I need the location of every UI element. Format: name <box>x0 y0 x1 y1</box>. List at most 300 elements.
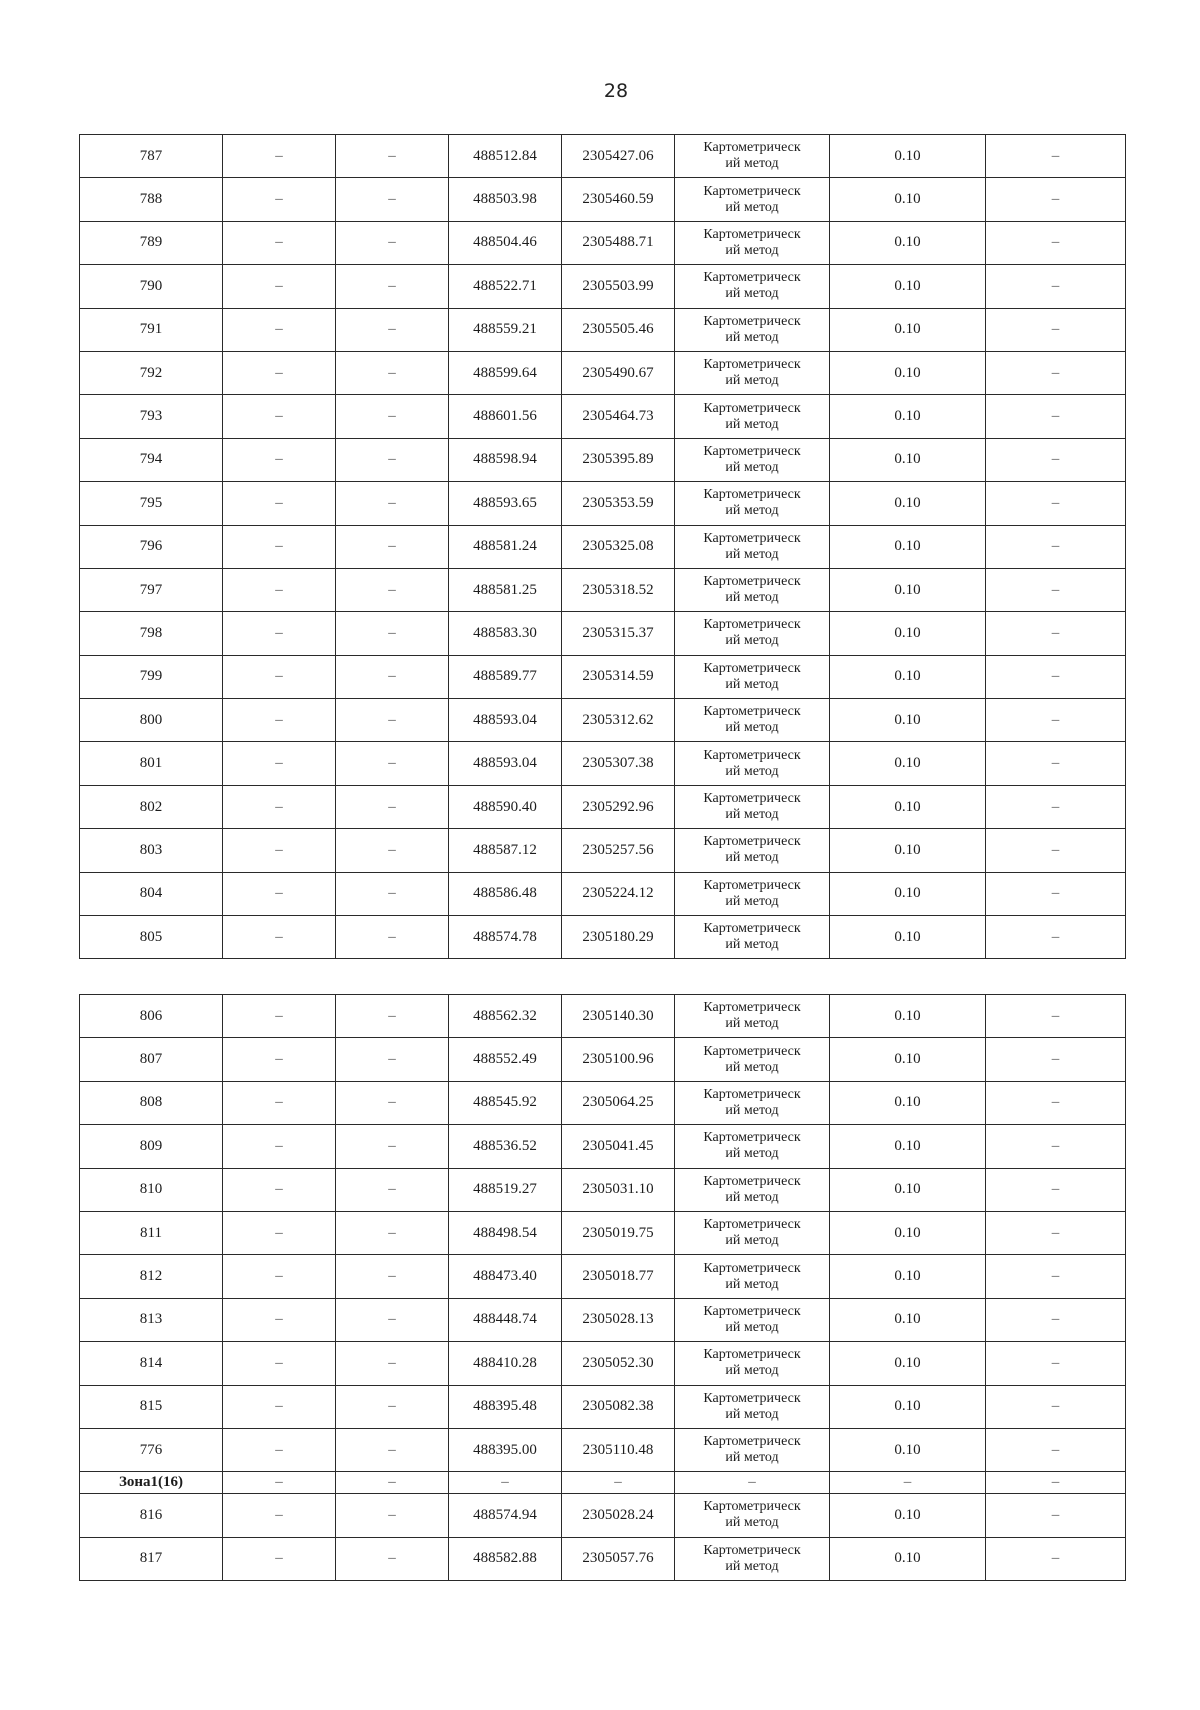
method-line-2: ий метод <box>725 329 779 345</box>
method-cell <box>675 1428 830 1471</box>
point-number-cell: 795 <box>80 482 223 525</box>
x-coordinate-cell: 488586.48 <box>449 872 562 915</box>
method-cell <box>675 568 830 611</box>
precision-cell: 0.10 <box>830 612 986 655</box>
empty-dash-cell: – <box>336 395 449 438</box>
method-cell <box>675 916 830 959</box>
x-coordinate-cell: 488599.64 <box>449 351 562 394</box>
empty-dash-cell: – <box>986 135 1126 178</box>
empty-dash-cell: – <box>336 1342 449 1385</box>
precision-cell: 0.10 <box>830 1537 986 1580</box>
x-coordinate-cell: 488522.71 <box>449 265 562 308</box>
empty-dash-cell: – <box>223 655 336 698</box>
empty-dash-cell: – <box>336 785 449 828</box>
method-cell <box>675 612 830 655</box>
method-cell <box>675 1081 830 1124</box>
empty-dash-cell: – <box>223 482 336 525</box>
empty-dash-cell: – <box>336 1211 449 1254</box>
empty-dash-cell: – <box>986 995 1126 1038</box>
method-line-2: ий метод <box>725 416 779 432</box>
empty-dash-cell: – <box>336 221 449 264</box>
y-coordinate-cell: 2305140.30 <box>562 995 675 1038</box>
y-coordinate-cell: 2305505.46 <box>562 308 675 351</box>
y-coordinate-cell: 2305353.59 <box>562 482 675 525</box>
x-coordinate-cell: 488473.40 <box>449 1255 562 1298</box>
method-line-1: Картометрическ <box>703 400 801 416</box>
method-cell <box>675 438 830 481</box>
point-number-cell: 790 <box>80 265 223 308</box>
method-line-2: ий метод <box>725 937 779 953</box>
method-line-1: Картометрическ <box>703 1217 801 1233</box>
empty-dash-cell: – <box>223 1342 336 1385</box>
method-line-1: Картометрическ <box>703 1173 801 1189</box>
method-line-1: Картометрическ <box>703 1043 801 1059</box>
precision-cell: 0.10 <box>830 872 986 915</box>
point-number-cell: 776 <box>80 1428 223 1471</box>
method-line-2: ий метод <box>725 590 779 606</box>
method-cell <box>675 308 830 351</box>
table-row <box>80 1494 1126 1537</box>
method-line-1: Картометрическ <box>703 921 801 937</box>
table-row <box>80 612 1126 655</box>
method-line-1: Картометрическ <box>703 834 801 850</box>
precision-cell: 0.10 <box>830 1385 986 1428</box>
precision-cell: 0.10 <box>830 1125 986 1168</box>
empty-dash-cell: – <box>336 1385 449 1428</box>
empty-dash-cell: – <box>986 1494 1126 1537</box>
table-row <box>80 525 1126 568</box>
x-coordinate-cell: 488598.94 <box>449 438 562 481</box>
point-number-cell: 811 <box>80 1211 223 1254</box>
table-row <box>80 135 1126 178</box>
precision-cell: 0.10 <box>830 482 986 525</box>
method-cell <box>675 1168 830 1211</box>
y-coordinate-cell: 2305312.62 <box>562 699 675 742</box>
method-cell <box>675 1385 830 1428</box>
point-number-cell: 816 <box>80 1494 223 1537</box>
point-number-cell: 814 <box>80 1342 223 1385</box>
y-coordinate-cell: 2305019.75 <box>562 1211 675 1254</box>
empty-dash-cell: – <box>986 742 1126 785</box>
method-line-1: Картометрическ <box>703 270 801 286</box>
method-cell <box>675 1494 830 1537</box>
table-row <box>80 482 1126 525</box>
empty-dash-cell: – <box>223 612 336 655</box>
x-coordinate-cell: 488395.48 <box>449 1385 562 1428</box>
point-number-cell: 787 <box>80 135 223 178</box>
empty-dash-cell: – <box>223 1255 336 1298</box>
method-cell <box>675 482 830 525</box>
empty-dash-cell: – <box>223 785 336 828</box>
y-coordinate-cell: 2305460.59 <box>562 178 675 221</box>
empty-dash-cell: – <box>223 1494 336 1537</box>
method-cell <box>675 351 830 394</box>
point-number-cell: 800 <box>80 699 223 742</box>
y-coordinate-cell: 2305427.06 <box>562 135 675 178</box>
method-cell <box>675 699 830 742</box>
x-coordinate-cell: 488498.54 <box>449 1211 562 1254</box>
point-number-cell: 796 <box>80 525 223 568</box>
method-line-2: ий метод <box>725 633 779 649</box>
empty-dash-cell: – <box>986 1038 1126 1081</box>
empty-dash-cell: – <box>336 351 449 394</box>
point-number-cell: 798 <box>80 612 223 655</box>
empty-dash-cell: – <box>336 995 449 1038</box>
empty-dash-cell: – <box>336 1081 449 1124</box>
method-cell <box>675 829 830 872</box>
method-cell <box>675 525 830 568</box>
empty-dash-cell: – <box>223 178 336 221</box>
method-line-1: Картометрическ <box>703 1303 801 1319</box>
point-number-cell: 807 <box>80 1038 223 1081</box>
empty-dash-cell: – <box>986 1211 1126 1254</box>
precision-cell: 0.10 <box>830 699 986 742</box>
empty-dash-cell: – <box>986 351 1126 394</box>
point-number-cell: 810 <box>80 1168 223 1211</box>
empty-dash-cell: – <box>986 221 1126 264</box>
empty-dash-cell: – <box>986 308 1126 351</box>
point-number-cell: 813 <box>80 1298 223 1341</box>
precision-cell: 0.10 <box>830 1494 986 1537</box>
method-line-1: Картометрическ <box>703 1260 801 1276</box>
y-coordinate-cell: 2305100.96 <box>562 1038 675 1081</box>
empty-dash-cell: – <box>986 482 1126 525</box>
method-line-1: Картометрическ <box>703 1347 801 1363</box>
point-number-cell: 804 <box>80 872 223 915</box>
method-line-2: ий метод <box>725 1406 779 1422</box>
precision-cell: 0.10 <box>830 525 986 568</box>
precision-cell: 0.10 <box>830 351 986 394</box>
empty-dash-cell: – <box>223 916 336 959</box>
table-row <box>80 1038 1126 1081</box>
method-cell <box>675 1125 830 1168</box>
method-cell <box>675 395 830 438</box>
table-row <box>80 308 1126 351</box>
method-line-1: Картометрическ <box>703 1542 801 1558</box>
x-coordinate-cell: 488593.04 <box>449 699 562 742</box>
method-cell <box>675 1537 830 1580</box>
empty-dash-cell: – <box>336 265 449 308</box>
x-coordinate-cell: 488587.12 <box>449 829 562 872</box>
empty-dash-cell: – <box>336 742 449 785</box>
method-line-1: Картометрическ <box>703 140 801 156</box>
table-row <box>80 655 1126 698</box>
method-line-1: Картометрическ <box>703 1000 801 1016</box>
table-row <box>80 742 1126 785</box>
empty-dash-cell: – <box>336 699 449 742</box>
method-line-1: Картометрическ <box>703 1086 801 1102</box>
empty-dash-cell: – <box>986 655 1126 698</box>
y-coordinate-cell: 2305307.38 <box>562 742 675 785</box>
x-coordinate-cell: 488589.77 <box>449 655 562 698</box>
method-line-2: ий метод <box>725 242 779 258</box>
precision-cell: 0.10 <box>830 742 986 785</box>
coordinates-table-2 <box>79 994 1126 1581</box>
empty-dash-cell: – <box>336 308 449 351</box>
empty-dash-cell: – <box>223 829 336 872</box>
x-coordinate-cell: 488536.52 <box>449 1125 562 1168</box>
method-line-2: ий метод <box>725 1319 779 1335</box>
method-line-2: ий метод <box>725 1189 779 1205</box>
method-line-2: ий метод <box>725 459 779 475</box>
x-coordinate-cell: 488574.94 <box>449 1494 562 1537</box>
method-line-1: Картометрическ <box>703 443 801 459</box>
method-line-2: ий метод <box>725 807 779 823</box>
x-coordinate-cell: 488601.56 <box>449 395 562 438</box>
empty-dash-cell: – <box>336 1537 449 1580</box>
x-coordinate-cell: 488574.78 <box>449 916 562 959</box>
y-coordinate-cell: 2305082.38 <box>562 1385 675 1428</box>
table-row <box>80 395 1126 438</box>
empty-dash-cell: – <box>223 351 336 394</box>
empty-dash-cell: – <box>223 995 336 1038</box>
empty-dash-cell: – <box>223 1385 336 1428</box>
empty-dash-cell: – <box>986 785 1126 828</box>
y-coordinate-cell: 2305325.08 <box>562 525 675 568</box>
empty-dash-cell: – <box>336 1494 449 1537</box>
y-coordinate-cell: 2305257.56 <box>562 829 675 872</box>
x-coordinate-cell: 488504.46 <box>449 221 562 264</box>
method-line-2: ий метод <box>725 1233 779 1249</box>
method-cell <box>675 178 830 221</box>
empty-dash-cell: – <box>223 568 336 611</box>
method-line-1: Картометрическ <box>703 1499 801 1515</box>
precision-cell: 0.10 <box>830 438 986 481</box>
empty-dash-cell: – <box>986 612 1126 655</box>
table-row <box>80 1298 1126 1341</box>
precision-cell: 0.10 <box>830 1342 986 1385</box>
precision-cell: 0.10 <box>830 1038 986 1081</box>
y-coordinate-cell: 2305028.13 <box>562 1298 675 1341</box>
method-line-2: ий метод <box>725 1276 779 1292</box>
method-cell <box>675 655 830 698</box>
empty-dash-cell: – <box>986 568 1126 611</box>
precision-cell: 0.10 <box>830 221 986 264</box>
method-line-2: ий метод <box>725 763 779 779</box>
method-line-1: Картометрическ <box>703 487 801 503</box>
method-line-2: ий метод <box>725 1515 779 1531</box>
x-coordinate-cell: 488593.65 <box>449 482 562 525</box>
method-line-2: ий метод <box>725 850 779 866</box>
zone-label-cell: Зона1(16) <box>80 1472 223 1494</box>
point-number-cell: 806 <box>80 995 223 1038</box>
method-line-2: ий метод <box>725 1016 779 1032</box>
x-coordinate-cell: 488410.28 <box>449 1342 562 1385</box>
empty-dash-cell: – <box>223 525 336 568</box>
empty-dash-cell: – <box>986 1428 1126 1471</box>
empty-dash-cell: – <box>223 438 336 481</box>
method-cell <box>675 265 830 308</box>
empty-dash-cell: – <box>336 1168 449 1211</box>
empty-dash-cell: – <box>223 1038 336 1081</box>
method-line-1: Картометрическ <box>703 530 801 546</box>
method-line-2: ий метод <box>725 156 779 172</box>
y-coordinate-cell: 2305041.45 <box>562 1125 675 1168</box>
empty-dash-cell: – <box>223 1125 336 1168</box>
empty-dash-cell: – <box>562 1472 675 1494</box>
empty-dash-cell: – <box>223 1298 336 1341</box>
empty-dash-cell: – <box>336 1038 449 1081</box>
method-line-1: Картометрическ <box>703 183 801 199</box>
table-row <box>80 351 1126 394</box>
method-line-2: ий метод <box>725 1558 779 1574</box>
table-row <box>80 785 1126 828</box>
empty-dash-cell: – <box>223 1168 336 1211</box>
empty-dash-cell: – <box>336 178 449 221</box>
method-line-1: Картометрическ <box>703 313 801 329</box>
table-row <box>80 1537 1126 1580</box>
table-row <box>80 178 1126 221</box>
y-coordinate-cell: 2305180.29 <box>562 916 675 959</box>
empty-dash-cell: – <box>223 1537 336 1580</box>
method-line-1: Картометрическ <box>703 877 801 893</box>
empty-dash-cell: – <box>223 1428 336 1471</box>
empty-dash-cell: – <box>986 438 1126 481</box>
empty-dash-cell: – <box>986 1342 1126 1385</box>
zone-row <box>80 1472 1126 1494</box>
table-row <box>80 1385 1126 1428</box>
empty-dash-cell: – <box>675 1472 830 1494</box>
method-line-1: Картометрическ <box>703 574 801 590</box>
method-line-1: Картометрическ <box>703 660 801 676</box>
empty-dash-cell: – <box>223 135 336 178</box>
empty-dash-cell: – <box>336 1428 449 1471</box>
method-cell <box>675 995 830 1038</box>
y-coordinate-cell: 2305395.89 <box>562 438 675 481</box>
x-coordinate-cell: 488512.84 <box>449 135 562 178</box>
x-coordinate-cell: 488581.24 <box>449 525 562 568</box>
coordinates-table-1 <box>79 134 1126 959</box>
precision-cell: 0.10 <box>830 308 986 351</box>
precision-cell: 0.10 <box>830 995 986 1038</box>
empty-dash-cell: – <box>336 829 449 872</box>
point-number-cell: 805 <box>80 916 223 959</box>
precision-cell: 0.10 <box>830 1081 986 1124</box>
table-row <box>80 1255 1126 1298</box>
empty-dash-cell: – <box>986 1472 1126 1494</box>
method-line-1: Картометрическ <box>703 704 801 720</box>
method-line-2: ий метод <box>725 199 779 215</box>
method-cell <box>675 1298 830 1341</box>
empty-dash-cell: – <box>986 1537 1126 1580</box>
empty-dash-cell: – <box>223 395 336 438</box>
empty-dash-cell: – <box>986 1298 1126 1341</box>
empty-dash-cell: – <box>986 178 1126 221</box>
precision-cell: 0.10 <box>830 1298 986 1341</box>
method-line-2: ий метод <box>725 373 779 389</box>
method-line-2: ий метод <box>725 1146 779 1162</box>
point-number-cell: 801 <box>80 742 223 785</box>
point-number-cell: 802 <box>80 785 223 828</box>
empty-dash-cell: – <box>223 1081 336 1124</box>
table-row <box>80 1211 1126 1254</box>
page-number: 28 <box>603 80 629 102</box>
point-number-cell: 797 <box>80 568 223 611</box>
empty-dash-cell: – <box>223 221 336 264</box>
table-row <box>80 1125 1126 1168</box>
empty-dash-cell: – <box>223 699 336 742</box>
empty-dash-cell: – <box>336 525 449 568</box>
method-line-2: ий метод <box>725 503 779 519</box>
y-coordinate-cell: 2305292.96 <box>562 785 675 828</box>
x-coordinate-cell: 488448.74 <box>449 1298 562 1341</box>
method-cell <box>675 1342 830 1385</box>
empty-dash-cell: – <box>223 265 336 308</box>
method-cell <box>675 135 830 178</box>
point-number-cell: 791 <box>80 308 223 351</box>
x-coordinate-cell: 488552.49 <box>449 1038 562 1081</box>
precision-cell: 0.10 <box>830 829 986 872</box>
method-cell <box>675 872 830 915</box>
method-line-2: ий метод <box>725 1102 779 1118</box>
point-number-cell: 792 <box>80 351 223 394</box>
y-coordinate-cell: 2305503.99 <box>562 265 675 308</box>
method-line-1: Картометрическ <box>703 791 801 807</box>
method-cell <box>675 742 830 785</box>
table-row <box>80 265 1126 308</box>
y-coordinate-cell: 2305057.76 <box>562 1537 675 1580</box>
method-cell <box>675 221 830 264</box>
precision-cell: 0.10 <box>830 655 986 698</box>
y-coordinate-cell: 2305028.24 <box>562 1494 675 1537</box>
empty-dash-cell: – <box>223 872 336 915</box>
empty-dash-cell: – <box>986 1385 1126 1428</box>
x-coordinate-cell: 488519.27 <box>449 1168 562 1211</box>
empty-dash-cell: – <box>336 135 449 178</box>
table-row <box>80 829 1126 872</box>
empty-dash-cell: – <box>223 1472 336 1494</box>
empty-dash-cell: – <box>336 1298 449 1341</box>
x-coordinate-cell: 488593.04 <box>449 742 562 785</box>
empty-dash-cell: – <box>986 1081 1126 1124</box>
x-coordinate-cell: 488559.21 <box>449 308 562 351</box>
method-line-1: Картометрическ <box>703 357 801 373</box>
method-line-2: ий метод <box>725 893 779 909</box>
empty-dash-cell: – <box>336 872 449 915</box>
empty-dash-cell: – <box>986 265 1126 308</box>
y-coordinate-cell: 2305052.30 <box>562 1342 675 1385</box>
x-coordinate-cell: 488590.40 <box>449 785 562 828</box>
method-line-2: ий метод <box>725 720 779 736</box>
empty-dash-cell: – <box>986 1168 1126 1211</box>
y-coordinate-cell: 2305064.25 <box>562 1081 675 1124</box>
y-coordinate-cell: 2305314.59 <box>562 655 675 698</box>
empty-dash-cell: – <box>830 1472 986 1494</box>
x-coordinate-cell: 488583.30 <box>449 612 562 655</box>
method-line-1: Картометрическ <box>703 1390 801 1406</box>
point-number-cell: 812 <box>80 1255 223 1298</box>
table-row <box>80 872 1126 915</box>
method-line-2: ий метод <box>725 1450 779 1466</box>
y-coordinate-cell: 2305490.67 <box>562 351 675 394</box>
empty-dash-cell: – <box>449 1472 562 1494</box>
table-row <box>80 1168 1126 1211</box>
y-coordinate-cell: 2305018.77 <box>562 1255 675 1298</box>
point-number-cell: 793 <box>80 395 223 438</box>
empty-dash-cell: – <box>336 438 449 481</box>
precision-cell: 0.10 <box>830 785 986 828</box>
empty-dash-cell: – <box>986 829 1126 872</box>
point-number-cell: 788 <box>80 178 223 221</box>
empty-dash-cell: – <box>986 699 1126 742</box>
y-coordinate-cell: 2305318.52 <box>562 568 675 611</box>
empty-dash-cell: – <box>223 308 336 351</box>
empty-dash-cell: – <box>986 872 1126 915</box>
precision-cell: 0.10 <box>830 135 986 178</box>
x-coordinate-cell: 488503.98 <box>449 178 562 221</box>
point-number-cell: 803 <box>80 829 223 872</box>
method-line-1: Картометрическ <box>703 226 801 242</box>
